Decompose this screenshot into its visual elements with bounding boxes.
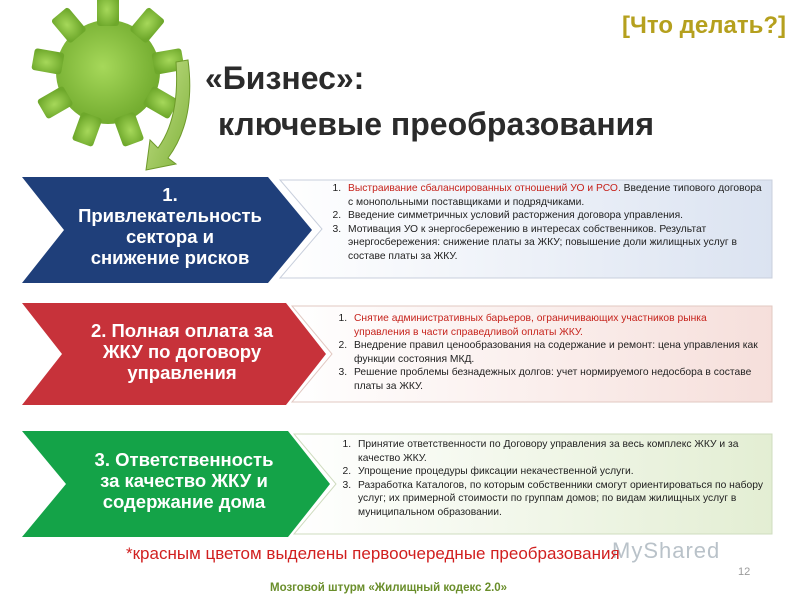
corner-tag: [Что делать?] bbox=[622, 12, 786, 39]
panel-text-3 bbox=[334, 438, 764, 520]
list-item: 2. Введение симметричных условий расторжения договора управления. bbox=[344, 209, 768, 223]
panel-text-1 bbox=[324, 182, 768, 264]
arrow-label-3: 3. Ответственность за качество ЖКУ и содержание дома bbox=[94, 449, 274, 512]
arrow-label-2: 2. Полная оплата за ЖКУ по договору управления bbox=[90, 320, 274, 383]
footer-text: Мозговой штурм «Жилищный кодекс 2.0» bbox=[270, 582, 508, 594]
list-item: 3. Мотивация УО к энергосбережению в интересах собственников. Результат энергосбережения: снижение платы за ЖКУ; повышение доли жилищных услуг в составе платы за ЖКУ. bbox=[344, 223, 768, 264]
arrow-label-1: 1. Привлекательность сектора и снижение рисков bbox=[78, 184, 262, 268]
list-item: 1. Принятие ответственности по Договору управления за весь комплекс ЖКУ и за качество ЖКУ. bbox=[354, 438, 764, 465]
list-item: 3. Разработка Каталогов, по которым собственники смогут ориентироваться по набору услуг; их примерной стоимости по группам домов; по видам жилищных услуг в муниципальном образовании. bbox=[354, 479, 764, 520]
list-item: 2. Упрощение процедуры фиксации некачественной услуги. bbox=[354, 465, 764, 479]
page-title-line2: ключевые преобразования bbox=[218, 106, 654, 142]
list-item: 1. Снятие административных барьеров, ограничивающих участников рынка управления в части справедливой оплаты ЖКУ. bbox=[350, 312, 764, 339]
panel-text-2 bbox=[330, 312, 764, 394]
list-item: 2. Внедрение правил ценообразования на содержание и ремонт: цена управления как функции состояния МКД. bbox=[350, 339, 764, 366]
page-title-line1: «Бизнес»: bbox=[205, 60, 365, 96]
footnote: *красным цветом выделены первоочередные преобразования bbox=[126, 544, 620, 563]
page-number: 12 bbox=[738, 566, 751, 578]
watermark: MyShared bbox=[612, 538, 721, 563]
list-item: 1. Выстраивание сбалансированных отношений УО и РСО. Введение типового договора с монопольными поставщиками и подрядчиками. bbox=[344, 182, 768, 209]
list-item: 3. Решение проблемы безнадежных долгов: учет нормируемого недосбора в составе платы за ЖКУ. bbox=[350, 366, 764, 393]
